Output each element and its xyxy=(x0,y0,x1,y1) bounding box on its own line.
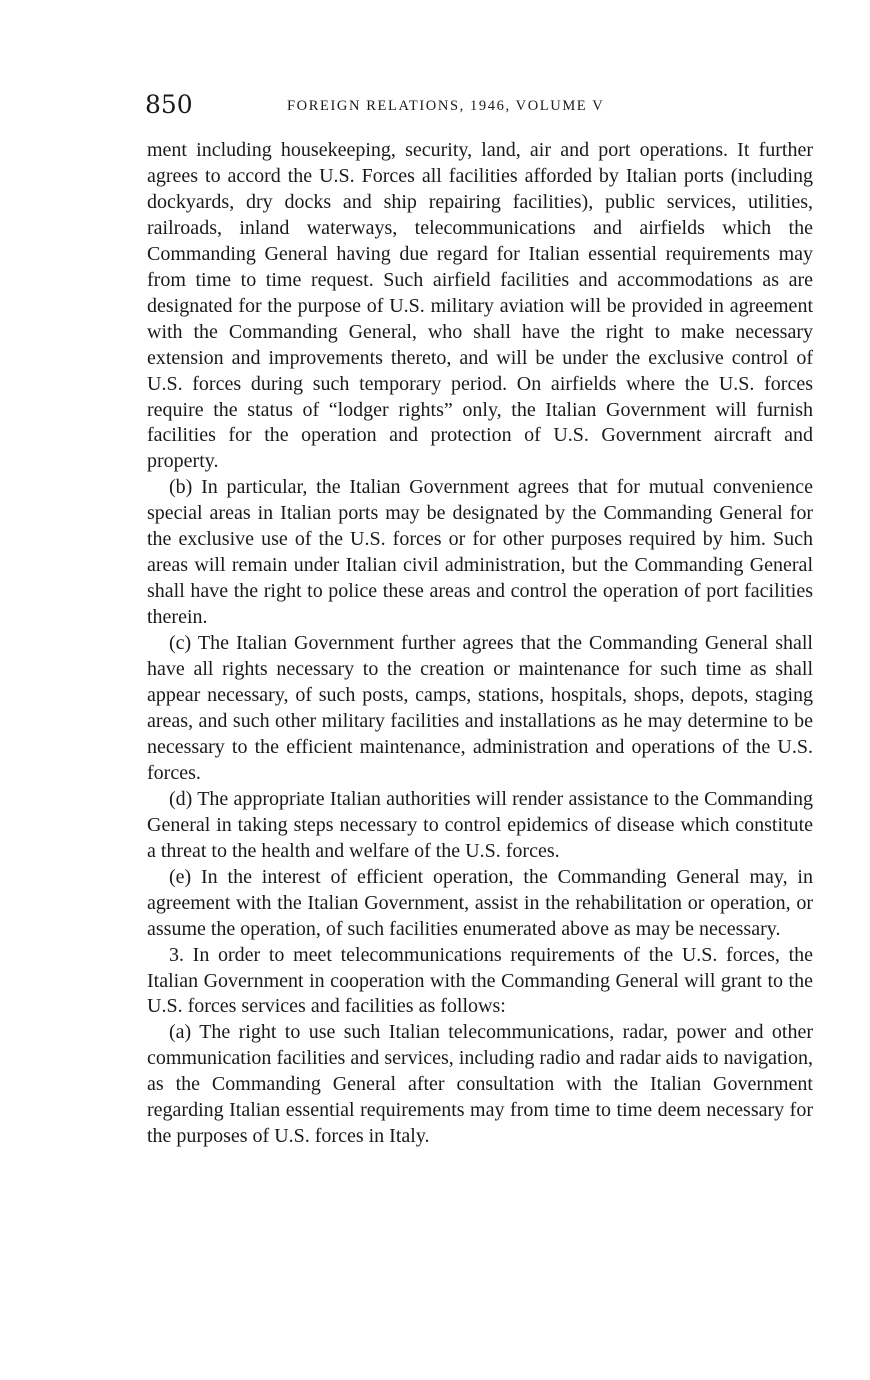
paragraph-continuation: ment including housekeeping, security, land, air and port operations. It further agrees to accord the U.S. Forces all facilities afforded by Italian ports (including dockyards, dry docks and ship repairing facilities), public services, utilities, railroads, inland waterways, telecommunications and airfields which the Commanding General having due regard for Italian essential requirements may from time to time request. Such airfield facilities and accommodations as are designated for the purpose of U.S. military aviation will be provided in agreement with the Commanding General, who shall have the right to make necessary extension and improvements thereto, and will be under the exclusive control of U.S. forces during such temporary period. On airfields where the U.S. forces require the status of “lodger rights” only, the Italian Government will furnish facilities for the operation and protection of U.S. Government aircraft and property. xyxy=(147,139,813,473)
paragraph-3a: (a) The right to use such Italian telecommunications, radar, power and other communication facilities and services, including radio and radar aids to navigation, as the Commanding General after consultation with the Italian Government regarding Italian essential requirements may from time to time deem necessary for the purposes of U.S. forces in Italy. xyxy=(147,1021,813,1148)
paragraph-c: (c) The Italian Government further agrees that the Commanding General shall have all rights necessary to the creation or maintenance for such time as shall appear necessary, of such posts, camps, stations, hospitals, shops, depots, staging areas, and such other military facilities and installations as he may determine to be necessary to the efficient maintenance, administration and operations of the U.S. forces. xyxy=(147,632,813,784)
document-page xyxy=(145,90,813,1150)
paragraph-d: (d) The appropriate Italian authorities will render assistance to the Commanding General in taking steps necessary to control epidemics of disease which constitute a threat to the health and welfare of the U.S. forces. xyxy=(147,787,813,862)
page-header xyxy=(145,90,813,126)
paragraph-b: (b) In particular, the Italian Government agrees that for mutual convenience special areas in Italian ports may be designated by the Commanding General for the exclusive use of the U.S. forces or for other purposes required by him. Such areas will remain under Italian civil administration, but the Commanding General shall have the right to police these areas and control the operation of port facilities therein. xyxy=(147,476,813,629)
paragraph-3: 3. In order to meet telecommunications requirements of the U.S. forces, the Italian Government in cooperation with the Commanding General will grant to the U.S. forces services and facilities as follows: xyxy=(147,943,813,1018)
page-number: 850 xyxy=(145,90,193,119)
running-head: FOREIGN RELATIONS, 1946, VOLUME V xyxy=(287,98,605,114)
body-text xyxy=(147,138,813,1150)
paragraph-e: (e) In the interest of efficient operation, the Commanding General may, in agreement with the Italian Government, assist in the rehabilitation or operation, or assume the operation, of such facilities enumerated above as may be necessary. xyxy=(147,865,813,940)
